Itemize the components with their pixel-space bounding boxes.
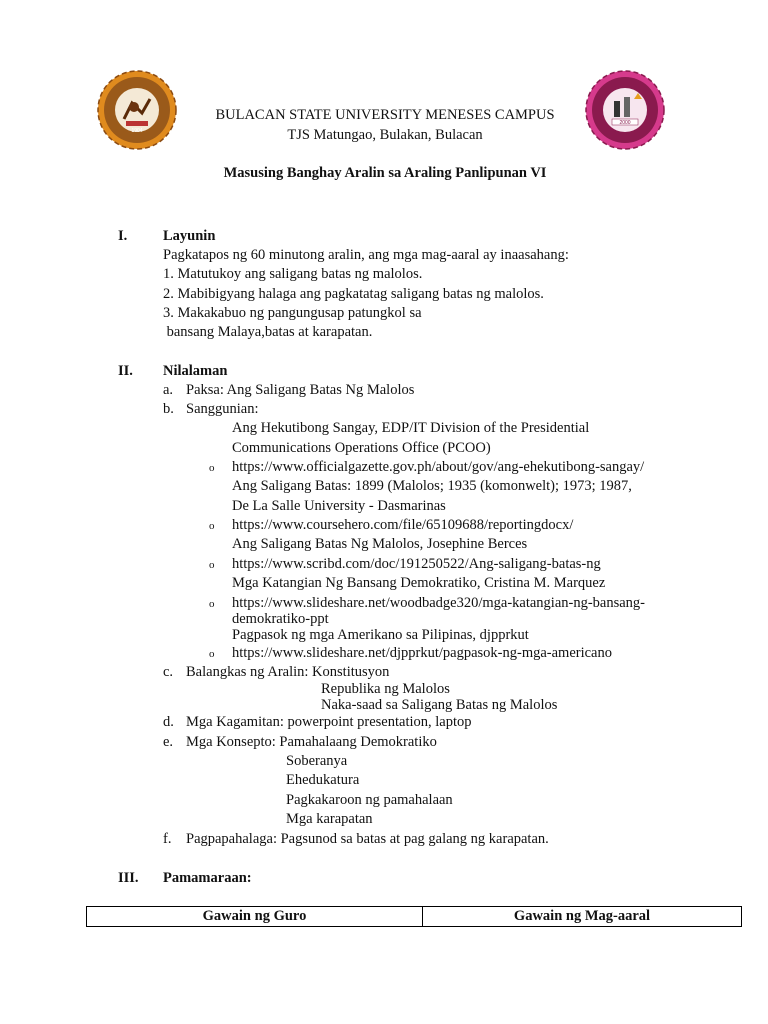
list-letter: f. [163,831,172,847]
reference-link[interactable]: https://www.slideshare.net/djpprkut/pagpasok-ng-mga-americano [232,645,612,661]
reference-text: Pagpasok ng mga Amerikano sa Pilipinas, djpprkut [232,627,529,643]
seal-year: 1904 [131,128,143,134]
reference-text: De La Salle University - Dasmarinas [232,498,446,514]
list-letter: d. [163,714,174,730]
concepts-text: Mga Konsepto: Pamahalaang Demokratiko [186,734,437,750]
reference-text: Ang Saligang Batas Ng Malolos, Josephine Berces [232,536,528,552]
section-heading: Nilalaman [163,363,228,379]
seal-year: 2000 [619,120,631,126]
gear-ring [586,71,664,149]
table-header-teacher: Gawain ng Guro [87,907,423,927]
table-header-row [87,907,742,927]
values-text: Pagpapahalaga: Pagsunod sa batas at pag galang ng karapatan. [186,831,549,847]
reference-link[interactable]: https://www.coursehero.com/file/65109688/reportingdocx/ [232,517,574,533]
section-number: III. [118,870,139,886]
outline-subitem: Republika ng Malolos [321,681,450,697]
university-name: BULACAN STATE UNIVERSITY MENESES CAMPUS [215,107,555,123]
university-seal-left [96,69,178,151]
university-seal-right [584,69,666,151]
section-number: II. [118,363,133,379]
bullet: o [209,520,215,532]
bullet: o [209,598,215,610]
outline-text: Balangkas ng Aralin: Konstitusyon [186,664,390,680]
section-heading: Pamamaraan: [163,870,252,886]
objective-item: bansang Malaya,batas at karapatan. [163,324,373,340]
topic-text: Paksa: Ang Saligang Batas Ng Malolos [186,382,415,398]
reference-text: Ang Saligang Batas: 1899 (Malolos; 1935 (komonwelt); 1973; 1987, [232,478,632,494]
concept-subitem: Pagkakaroon ng pamahalaan [286,792,453,808]
bullet: o [209,559,215,571]
bullet: o [209,462,215,474]
campus-address: TJS Matungao, Bulakan, Bulacan [287,127,483,143]
outline-subitem: Naka-saad sa Saligang Batas ng Malolos [321,697,558,713]
materials-text: Mga Kagamitan: powerpoint presentation, laptop [186,714,472,730]
reference-link[interactable]: https://www.officialgazette.gov.ph/about/gov/ang-ehekutibong-sangay/ [232,459,645,475]
bullet: o [209,648,215,660]
reference-link[interactable]: https://www.slideshare.net/woodbadge320/mga-katangian-ng-bansang- [232,595,646,611]
concept-subitem: Ehedukatura [286,772,360,788]
list-letter: a. [163,382,174,398]
concept-subitem: Soberanya [286,753,348,769]
references-label: Sanggunian: [186,401,259,417]
reference-text: Communications Operations Office (PCOO) [232,440,491,456]
objective-item: 1. Matutukoy ang saligang batas ng malolos. [163,266,423,282]
objectives-intro: Pagkatapos ng 60 minutong aralin, ang mga mag-aaral ay inaasahang: [163,247,569,263]
section-heading: Layunin [163,228,216,244]
reference-link[interactable]: https://www.scribd.com/doc/191250522/Ang-saligang-batas-ng [232,556,601,572]
table-header-student: Gawain ng Mag-aaral [423,907,742,927]
reference-text: Mga Katangian Ng Bansang Demokratiko, Cristina M. Marquez [232,575,606,591]
concept-subitem: Mga karapatan [286,811,373,827]
objective-item: 2. Mabibigyang halaga ang pagkatatag saligang batas ng malolos. [163,286,544,302]
procedure-table [86,906,742,927]
reference-text: Ang Hekutibong Sangay, EDP/IT Division of the Presidential [232,420,590,436]
list-letter: e. [163,734,174,750]
list-letter: b. [163,401,174,417]
section-number: I. [118,228,128,244]
document-title: Masusing Banghay Aralin sa Araling Panlipunan VI [223,165,547,181]
gear-ring [98,71,176,149]
list-letter: c. [163,664,174,680]
reference-link[interactable]: demokratiko-ppt [232,611,329,627]
objective-item: 3. Makakabuo ng pangungusap patungkol sa [163,305,422,321]
